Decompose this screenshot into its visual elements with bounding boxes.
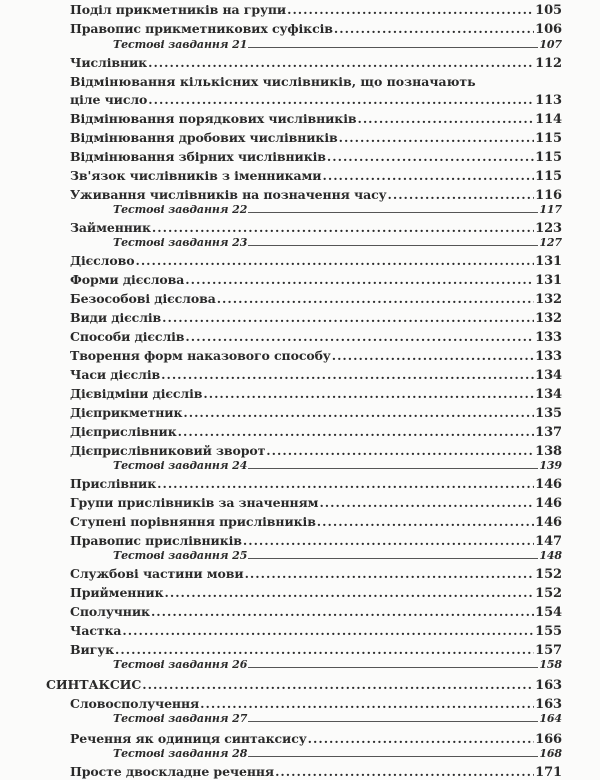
dot-leader — [332, 348, 534, 363]
dot-leader — [165, 585, 535, 600]
toc-page-number: 163 — [535, 697, 562, 712]
toc-page-number: 115 — [535, 131, 562, 146]
toc-page-number: 146 — [535, 515, 562, 530]
toc-entry — [70, 111, 562, 127]
dot-leader — [317, 514, 534, 529]
toc-entry-title: Тестові завдання 26 — [113, 658, 248, 671]
toc-entry — [70, 476, 562, 492]
toc-entry — [70, 272, 562, 288]
dot-leader — [248, 755, 538, 757]
dot-leader — [275, 764, 534, 779]
toc-entry — [70, 623, 562, 639]
toc-page-number: 138 — [535, 444, 562, 459]
toc-entry — [70, 187, 562, 203]
dot-leader — [161, 367, 534, 382]
toc-page-number: 157 — [535, 643, 562, 658]
toc-page-number: 107 — [539, 38, 562, 51]
toc-entry-title: Тестові завдання 21 — [113, 38, 248, 51]
toc-page-number: 106 — [535, 22, 562, 37]
dot-leader — [334, 21, 534, 36]
toc-test-entry — [113, 658, 562, 671]
toc-entry-title: Числівник — [70, 55, 148, 70]
toc-page-number: 131 — [535, 273, 562, 288]
toc-page-number: 116 — [535, 188, 562, 203]
dot-leader — [200, 696, 534, 711]
toc-entry — [70, 21, 562, 37]
toc-page-number: 112 — [535, 56, 562, 71]
dot-leader — [248, 557, 538, 559]
dot-leader — [245, 566, 535, 581]
toc-page-number: 105 — [535, 3, 562, 18]
toc-entry — [70, 253, 562, 269]
dot-leader — [151, 604, 534, 619]
toc-page-number: 164 — [539, 712, 562, 725]
toc-page-number: 146 — [535, 477, 562, 492]
toc-test-entry — [113, 38, 562, 51]
toc-test-entry — [113, 747, 562, 760]
toc-page-number: 114 — [535, 112, 562, 127]
dot-leader — [115, 642, 534, 657]
toc-entry — [70, 604, 562, 620]
toc-entry — [70, 168, 562, 184]
toc-entry-title: Прийменник — [70, 585, 164, 600]
toc-entry — [70, 348, 562, 364]
toc-entry-title: Словосполучення — [70, 696, 200, 711]
toc-entry-title: СИНТАКСИС — [46, 677, 142, 692]
toc-page-number: 166 — [535, 732, 562, 747]
dot-leader — [327, 149, 534, 164]
dot-leader — [357, 111, 534, 126]
toc-entry-title: Прислівник — [70, 476, 157, 491]
toc-entry — [70, 764, 562, 780]
toc-entry-title: Відмінювання дробових числівників — [70, 130, 338, 145]
toc-entry — [70, 220, 562, 236]
toc-entry-title: Зв'язок числівників з іменниками — [70, 168, 322, 183]
dot-leader — [248, 720, 538, 722]
toc-entry — [70, 310, 562, 326]
toc-entry — [70, 696, 562, 712]
toc-entry-title: Речення як одиниця синтаксису — [70, 731, 307, 746]
toc-entry-title: Групи прислівників за значенням — [70, 495, 319, 510]
toc-entry-title: Поділ прикметників на групи — [70, 2, 287, 17]
toc-page-number: 132 — [535, 311, 562, 326]
toc-page-number: 154 — [535, 605, 562, 620]
toc-entry — [70, 731, 562, 747]
toc-page-number: 155 — [535, 624, 562, 639]
toc-page-number: 133 — [535, 349, 562, 364]
toc-page-number: 132 — [535, 292, 562, 307]
toc-entry-title: Часи дієслів — [70, 367, 161, 382]
toc-entry-title: Правопис прикметникових суфіксів — [70, 21, 333, 36]
toc-entry-title: Дієвідміни дієслів — [70, 386, 203, 401]
dot-leader — [248, 666, 538, 668]
toc-entry-title: Безособові дієслова — [70, 291, 216, 306]
toc-entry-title: Тестові завдання 28 — [113, 747, 248, 760]
toc-page-number: 148 — [539, 549, 562, 562]
toc-page-number: 115 — [535, 150, 562, 165]
dot-leader — [322, 168, 534, 183]
toc-page-number: 115 — [535, 169, 562, 184]
dot-leader — [122, 623, 534, 638]
dot-leader — [203, 386, 534, 401]
toc-entry-title: Уживання числівників на позначення часу — [70, 187, 387, 202]
toc-entry — [70, 2, 562, 18]
toc-entry-title: Дієслово — [70, 253, 135, 268]
toc-entry-title: Ступені порівняння прислівників — [70, 514, 316, 529]
dot-leader — [148, 55, 534, 70]
toc-entry-title: Дієприкметник — [70, 405, 183, 420]
dot-leader — [157, 476, 534, 491]
toc-entry — [70, 329, 562, 345]
toc-entry-title: Відмінювання порядкових числівників — [70, 111, 357, 126]
toc-page-number: 137 — [535, 425, 562, 440]
dot-leader — [148, 92, 534, 107]
dot-leader — [142, 677, 534, 692]
toc-entry — [70, 55, 562, 71]
toc-entry — [70, 495, 562, 511]
toc-entry-title: Способи дієслів — [70, 329, 185, 344]
toc-entry-title: Тестові завдання 27 — [113, 712, 248, 725]
toc-test-entry — [113, 459, 562, 472]
dot-leader — [183, 405, 534, 420]
dot-leader — [162, 310, 534, 325]
dot-leader — [135, 253, 534, 268]
toc-entry-title: Вигук — [70, 642, 115, 657]
toc-page-number: 147 — [535, 534, 562, 549]
toc-entry-title: Відмінювання збірних числівників — [70, 149, 326, 164]
dot-leader — [217, 291, 534, 306]
toc-section-entry — [46, 677, 562, 693]
dot-leader — [287, 2, 534, 17]
dot-leader — [308, 731, 535, 746]
toc-entry — [70, 386, 562, 402]
toc-page-number: 139 — [539, 459, 562, 472]
toc-entry-title: Дієприслівник — [70, 424, 177, 439]
toc-test-entry — [113, 712, 562, 725]
dot-leader — [185, 272, 534, 287]
toc-page-number: 171 — [535, 765, 562, 780]
toc-entry — [70, 533, 562, 549]
toc-page-number: 146 — [535, 496, 562, 511]
toc-page-number: 123 — [535, 221, 562, 236]
toc-entry-title: Частка — [70, 623, 122, 638]
toc-test-entry — [113, 236, 562, 249]
toc-entry-title: Займенник — [70, 220, 151, 235]
toc-entry-title: Тестові завдання 23 — [113, 236, 248, 249]
toc-entry — [70, 291, 562, 307]
toc-entry-title: Види дієслів — [70, 310, 162, 325]
dot-leader — [339, 130, 535, 145]
toc-page-number: 134 — [535, 368, 562, 383]
toc-entry — [70, 367, 562, 383]
toc-entry-title: ціле число — [70, 92, 148, 107]
dot-leader — [178, 424, 535, 439]
toc-entry — [70, 405, 562, 421]
toc-entry-title: Просте двоскладне речення — [70, 764, 275, 779]
toc-entry-title: Тестові завдання 24 — [113, 459, 248, 472]
toc-entry-title: Творення форм наказового способу — [70, 348, 331, 363]
dot-leader — [387, 187, 534, 202]
toc-entry-title: Правопис прислівників — [70, 533, 242, 548]
toc-page-number: 131 — [535, 254, 562, 269]
toc-page-number: 135 — [535, 406, 562, 421]
dot-leader — [248, 467, 538, 469]
dot-leader — [243, 533, 534, 548]
toc-page-number: 152 — [535, 586, 562, 601]
toc-entry-title: Відмінювання кількісних числівників, що позначають — [70, 74, 476, 89]
toc-page-number: 134 — [535, 387, 562, 402]
toc-entry-title: Тестові завдання 25 — [113, 549, 248, 562]
toc-page-number: 163 — [535, 678, 562, 693]
toc-entry — [70, 443, 562, 459]
dot-leader — [185, 329, 534, 344]
toc-test-entry — [113, 203, 562, 216]
dot-leader — [248, 46, 538, 48]
toc-page-number: 168 — [539, 747, 562, 760]
toc-entry-title: Сполучник — [70, 604, 150, 619]
toc-entry — [70, 130, 562, 146]
toc-entry — [70, 585, 562, 601]
dot-leader — [319, 495, 534, 510]
dot-leader — [152, 220, 534, 235]
dot-leader — [266, 443, 534, 458]
toc-entry-title: Службові частини мови — [70, 566, 244, 581]
toc-page-number: 127 — [539, 236, 562, 249]
toc-entry-title: Тестові завдання 22 — [113, 203, 248, 216]
toc-entry-title: Форми дієслова — [70, 272, 185, 287]
toc-page-number: 158 — [539, 658, 562, 671]
toc-entry — [70, 514, 562, 530]
toc-entry — [70, 566, 562, 582]
toc-entry — [70, 642, 562, 658]
toc-test-entry — [113, 549, 562, 562]
dot-leader — [248, 244, 538, 246]
toc-entry — [70, 92, 562, 108]
toc-entry — [70, 424, 562, 440]
toc-page-number: 113 — [535, 93, 562, 108]
toc-entry — [70, 149, 562, 165]
toc-page-number: 152 — [535, 567, 562, 582]
dot-leader — [248, 211, 538, 213]
toc-entry-title: Дієприслівниковий зворот — [70, 443, 266, 458]
toc-page-number: 133 — [535, 330, 562, 345]
toc-page-number: 117 — [539, 203, 562, 216]
